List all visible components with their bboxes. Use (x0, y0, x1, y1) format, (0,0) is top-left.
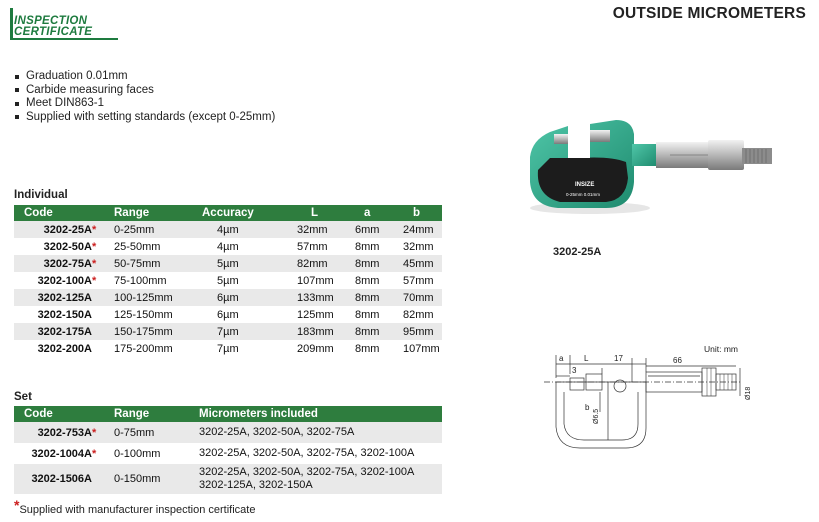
a-cell: 8mm (342, 272, 390, 289)
product-image-caption: 3202-25A (553, 246, 602, 258)
included-cell (185, 464, 442, 494)
l-cell: 183mm (285, 323, 342, 340)
code-cell (14, 340, 100, 357)
inspection-certificate-logo (10, 6, 116, 40)
certificate-star: * (92, 257, 97, 270)
accuracy-cell: 5µm (185, 255, 285, 272)
col-header-code: Code (14, 205, 100, 221)
set-table-row (14, 464, 442, 494)
col-header-included: Micrometers included (185, 406, 442, 422)
range-cell: 150-175mm (100, 323, 185, 340)
b-cell: 24mm (390, 221, 442, 238)
code-text: 3202-50A (43, 240, 92, 253)
feature-item: Graduation 0.01mm (14, 70, 275, 84)
individual-table-row (14, 289, 442, 306)
l-cell: 209mm (285, 340, 342, 357)
unit-label: Unit: mm (704, 344, 738, 354)
range-cell: 0-25mm (100, 221, 185, 238)
code-cell (14, 443, 100, 464)
individual-table-row (14, 306, 442, 323)
range-cell: 0-75mm (100, 422, 185, 443)
a-cell: 6mm (342, 221, 390, 238)
range-cell: 100-125mm (100, 289, 185, 306)
accuracy-cell: 6µm (185, 306, 285, 323)
range-cell: 0-100mm (100, 443, 185, 464)
feature-item: Meet DIN863-1 (14, 97, 275, 111)
individual-section-label: Individual (14, 189, 68, 201)
accuracy-cell: 7µm (185, 340, 285, 357)
page-title: OUTSIDE MICROMETERS (612, 5, 806, 22)
accuracy-cell: 4µm (185, 238, 285, 255)
b-cell: 107mm (390, 340, 442, 357)
set-section-label: Set (14, 391, 32, 403)
l-cell: 57mm (285, 238, 342, 255)
code-text: 3202-1506A (31, 473, 92, 485)
code-text: 3202-1004A (31, 447, 92, 460)
code-text: 3202-200A (37, 342, 92, 355)
set-table-row (14, 443, 442, 464)
dim-a-label: a (559, 354, 564, 363)
dim-65-label: Ø6.5 (593, 408, 600, 424)
footnote-star: * (14, 497, 20, 513)
code-text: 3202-150A (37, 308, 92, 321)
logo-bar (10, 8, 13, 38)
a-cell: 8mm (342, 238, 390, 255)
code-cell (14, 464, 100, 494)
a-cell: 8mm (342, 323, 390, 340)
range-cell: 75-100mm (100, 272, 185, 289)
dim-3-label: 3 (572, 366, 577, 375)
range-cell: 50-75mm (100, 255, 185, 272)
code-text: 3202-25A (43, 223, 92, 236)
a-cell: 8mm (342, 306, 390, 323)
feature-item: Supplied with setting standards (except 0-25mm) (14, 111, 275, 125)
feature-list (14, 70, 275, 124)
footnote (14, 497, 256, 516)
b-cell: 70mm (390, 289, 442, 306)
col-header-b: b (390, 205, 442, 221)
accuracy-cell: 7µm (185, 323, 285, 340)
code-cell (14, 272, 100, 289)
l-cell: 125mm (285, 306, 342, 323)
col-header-accuracy: Accuracy (185, 205, 285, 221)
range-cell: 125-150mm (100, 306, 185, 323)
a-cell: 8mm (342, 340, 390, 357)
code-cell (14, 255, 100, 272)
b-cell: 45mm (390, 255, 442, 272)
code-cell (14, 306, 100, 323)
range-cell: 175-200mm (100, 340, 185, 357)
accuracy-cell: 6µm (185, 289, 285, 306)
b-cell: 57mm (390, 272, 442, 289)
col-header-code: Code (14, 406, 100, 422)
dim-b-label: b (585, 403, 590, 412)
a-cell: 8mm (342, 255, 390, 272)
l-cell: 82mm (285, 255, 342, 272)
col-header-range: Range (100, 406, 185, 422)
dim-18-label: Ø18 (745, 386, 752, 400)
certificate-star: * (92, 240, 97, 253)
l-cell: 107mm (285, 272, 342, 289)
code-cell (14, 289, 100, 306)
included-line: 3202-125A, 3202-150A (199, 479, 313, 491)
code-cell (14, 238, 100, 255)
set-table-row (14, 422, 442, 443)
individual-header-row (14, 205, 442, 221)
code-cell (14, 323, 100, 340)
certificate-star: * (92, 426, 97, 439)
individual-table (14, 205, 442, 357)
code-text: 3202-175A (37, 325, 92, 338)
b-cell: 82mm (390, 306, 442, 323)
included-line: 3202-25A, 3202-50A, 3202-75A, 3202-100A (199, 447, 415, 459)
code-cell (14, 422, 100, 443)
set-table (14, 406, 442, 494)
col-header-l: L (285, 205, 342, 221)
accuracy-cell: 5µm (185, 272, 285, 289)
code-text: 3202-100A (37, 274, 92, 287)
certificate-star: * (92, 274, 97, 287)
micrometer-photo (520, 112, 790, 220)
included-line: 3202-25A, 3202-50A, 3202-75A, 3202-100A (199, 466, 415, 478)
feature-item: Carbide measuring faces (14, 84, 275, 98)
dim-17-label: 17 (614, 354, 623, 363)
code-text: 3202-753A (37, 426, 92, 439)
individual-table-row (14, 340, 442, 357)
product-range-label: 0-25mm 0.01mm (566, 192, 601, 197)
individual-table-row (14, 323, 442, 340)
a-cell: 8mm (342, 289, 390, 306)
col-header-a: a (342, 205, 390, 221)
individual-table-row (14, 272, 442, 289)
logo-line-1: INSPECTION (14, 15, 88, 27)
b-cell: 32mm (390, 238, 442, 255)
logo-line-2: CERTIFICATE (14, 26, 93, 38)
logo-underline (10, 38, 118, 40)
dim-66-label: 66 (673, 356, 682, 365)
product-brand-label: INSIZE (575, 182, 595, 188)
code-cell (14, 221, 100, 238)
dim-l-label: L (584, 354, 589, 363)
b-cell: 95mm (390, 323, 442, 340)
col-header-range: Range (100, 205, 185, 221)
included-cell (185, 443, 442, 464)
certificate-star: * (92, 223, 97, 236)
dimension-drawing (542, 352, 760, 452)
code-text: 3202-125A (37, 291, 92, 304)
included-cell (185, 422, 442, 443)
range-cell: 25-50mm (100, 238, 185, 255)
individual-table-row (14, 255, 442, 272)
individual-table-row (14, 238, 442, 255)
certificate-star: * (92, 447, 97, 460)
individual-table-row (14, 221, 442, 238)
set-header-row (14, 406, 442, 422)
code-text: 3202-75A (43, 257, 92, 270)
l-cell: 133mm (285, 289, 342, 306)
footnote-text: Supplied with manufacturer inspection certificate (19, 504, 256, 516)
l-cell: 32mm (285, 221, 342, 238)
accuracy-cell: 4µm (185, 221, 285, 238)
included-line: 3202-25A, 3202-50A, 3202-75A (199, 426, 355, 438)
range-cell: 0-150mm (100, 464, 185, 494)
